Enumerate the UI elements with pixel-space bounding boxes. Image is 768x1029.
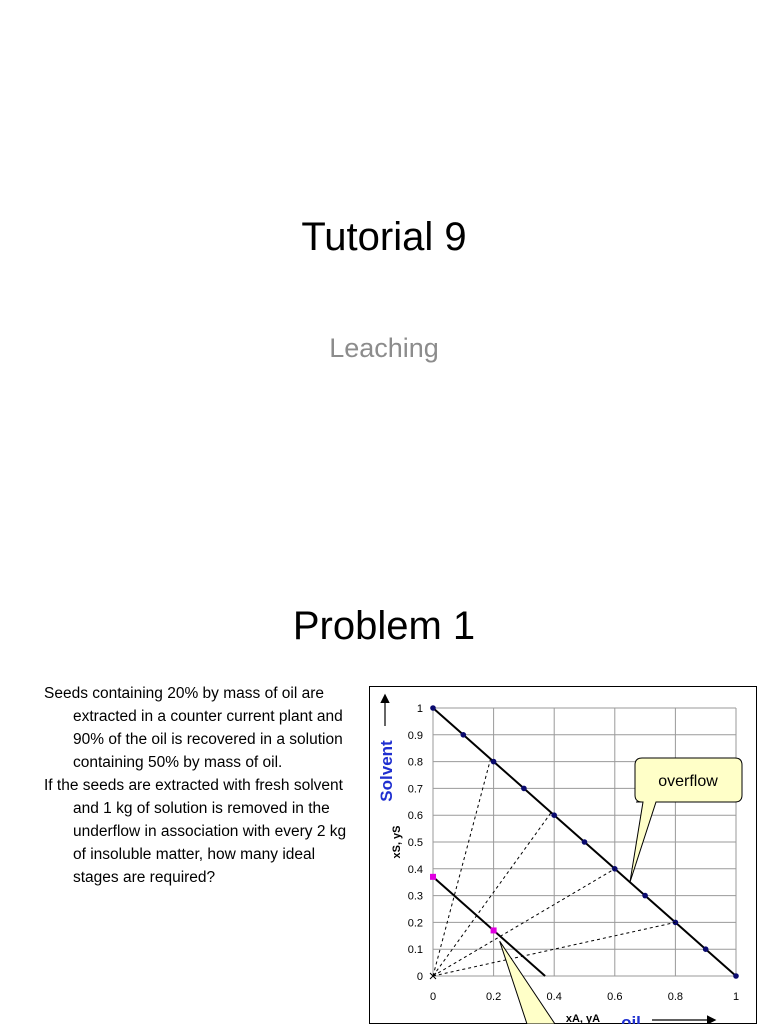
data-point: [703, 946, 709, 952]
problem-paragraph-1: Seeds containing 20% by mass of oil are extracted in a counter current plant and 90% of the oil is recovered in a solution containing 50% by mass of oil.: [44, 685, 343, 771]
y-tick-label: 1: [416, 703, 423, 715]
y-tick-label: 0.7: [407, 783, 423, 796]
x-tick-label: 0.2: [485, 991, 502, 1003]
x-tick-label: 0.6: [607, 991, 623, 1003]
x-tick-label: 0: [429, 991, 437, 1003]
highlight-point: [491, 927, 497, 933]
y-tick-label: 0.9: [407, 729, 423, 742]
y-tick-label: 0.3: [407, 890, 423, 903]
overflow-label: overflow: [658, 773, 718, 790]
data-point: [491, 759, 497, 765]
data-point: [582, 839, 588, 845]
problem-statement: [44, 682, 349, 889]
y-tick-label: 0.5: [407, 837, 423, 849]
data-point: [551, 812, 557, 818]
data-point: [642, 893, 648, 899]
problem-paragraph-2: If the seeds are extracted with fresh solvent and 1 kg of solution is removed in the underflow in association with every 2 kg of insoluble matter, how many ideal stages are required?: [44, 777, 347, 886]
problem-title: Problem 1: [292, 604, 476, 648]
y-tick-label: 0.8: [407, 756, 423, 769]
highlight-point: [430, 874, 436, 880]
x-axis-oil-label: oil: [621, 1013, 641, 1024]
x-tick-label: 0.8: [667, 991, 684, 1003]
x-axis-label: xA, yA: [565, 1013, 601, 1024]
data-point: [612, 866, 618, 872]
data-point: [733, 973, 739, 979]
chart-svg: [369, 686, 757, 1024]
data-point: [521, 786, 527, 792]
y-tick-label: 0: [416, 971, 423, 983]
y-axis-label: xS, yS: [391, 825, 403, 859]
data-point: [430, 705, 436, 711]
y-tick-label: 0.6: [407, 810, 423, 823]
x-tick-label: 1: [732, 991, 740, 1003]
x-tick-label: 0.4: [546, 991, 562, 1003]
y-axis-solvent-label: Solvent: [377, 740, 396, 802]
data-point: [461, 732, 467, 738]
y-tick-label: 0.1: [407, 944, 423, 957]
ternary-chart: [369, 686, 757, 1024]
chart-frame: [370, 687, 757, 1024]
y-tick-label: 0.4: [407, 863, 423, 876]
slide-title: Tutorial 9: [301, 215, 467, 259]
y-tick-label: 0.2: [407, 917, 423, 930]
problem-slide: [0, 512, 768, 1024]
slide-subtitle: Leaching: [329, 333, 439, 363]
title-slide: [0, 0, 768, 512]
